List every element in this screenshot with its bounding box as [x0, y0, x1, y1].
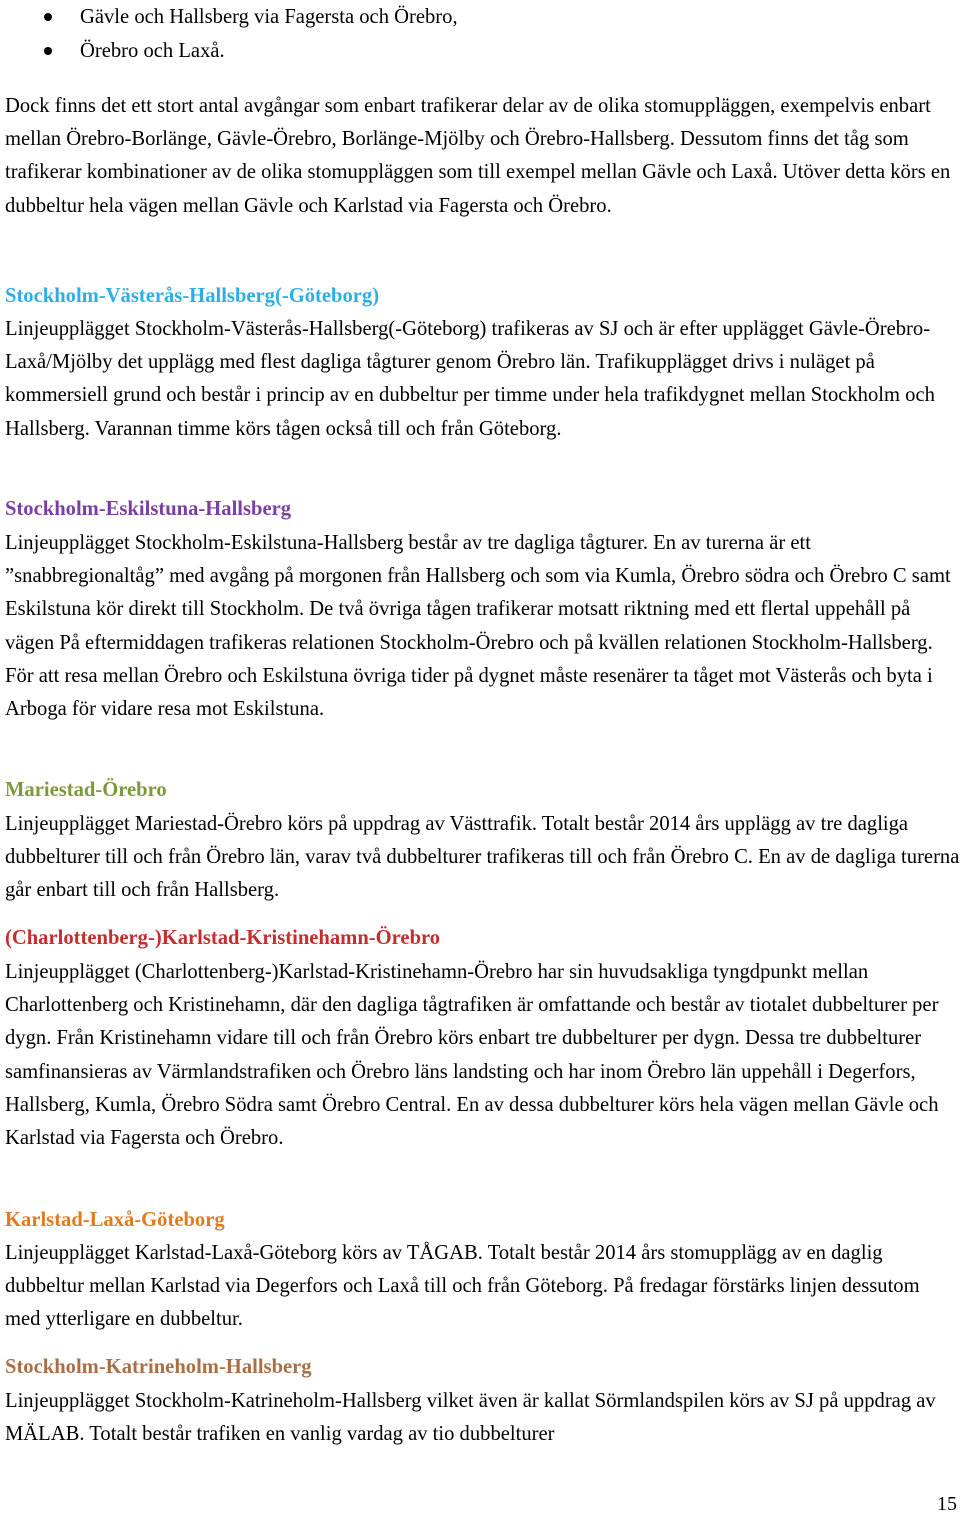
bullet-list — [0, 0, 960, 68]
section-body: Linjeupplägget Stockholm-Katrineholm-Hallsberg vilket även är kallat Sörmlandspilen körs av SJ på uppdrag av MÄLAB. Totalt består trafiken en vanlig vardag av tio dubbelturer — [5, 1390, 936, 1446]
section-heading: Mariestad-Örebro — [5, 779, 167, 801]
section-body: Linjeupplägget Stockholm-Västerås-Hallsberg(-Göteborg) trafikeras av SJ och är efter upplägget Gävle-Örebro-Laxå/Mjölby det upplägg med flest dagliga tågturer genom Örebro län. Trafikupplägget drivs i nuläget på kommersiell grund och består i princip av en dubbeltur per timme under hela trafikdygnet mellan Stockholm och Hallsberg. Varannan timme körs tågen också till och från Göteborg. — [5, 318, 935, 440]
intro-paragraph: Dock finns det ett stort antal avgångar som enbart trafikerar delar av de olika stomuppläggen, exempelvis enbart mellan Örebro-Borlänge, Gävle-Örebro, Borlänge-Mjölby och Örebro-Hallsberg. Dessutom finns det tåg som trafikerar kombinationer av de olika stomuppläggen som till exempel mellan Gävle och Laxå. Utöver detta körs en dubbeltur hela vägen mellan Gävle och Karlstad via Fagersta och Örebro. — [5, 95, 951, 217]
section-heading: Karlstad-Laxå-Göteborg — [5, 1209, 225, 1231]
section-heading: (Charlottenberg-)Karlstad-Kristinehamn-Örebro — [5, 927, 441, 949]
list-item-text: Gävle och Hallsberg via Fagersta och Örebro, — [80, 6, 458, 28]
section-heading: Stockholm-Katrineholm-Hallsberg — [5, 1356, 312, 1378]
section-body: Linjeupplägget Mariestad-Örebro körs på uppdrag av Västtrafik. Totalt består 2014 års upplägg av tre dagliga dubbelturer till och från Örebro län, varav två dubbelturer trafikeras till och från Örebro C. En av de dagliga turerna går enbart till och från Hallsberg. — [5, 813, 960, 902]
page-number: 15 — [937, 1493, 957, 1515]
section-body: Linjeupplägget Karlstad-Laxå-Göteborg körs av TÅGAB. Totalt består 2014 års stomupplägg av en daglig dubbeltur mellan Karlstad via Degerfors och Laxå till och från Göteborg. På fredagar förstärks linjen dessutom med ytterligare en dubbeltur. — [5, 1242, 920, 1331]
section-heading: Stockholm-Västerås-Hallsberg(-Göteborg) — [5, 285, 380, 307]
bullet-icon — [44, 47, 52, 55]
list-item — [0, 0, 960, 34]
section-body: Linjeupplägget (Charlottenberg-)Karlstad-Kristinehamn-Örebro har sin huvudsakliga tyngdpunkt mellan Charlottenberg och Kristinehamn, där den dagliga tågtrafiken är omfattande och består av tiotalet dubbelturer per dygn. Från Kristinehamn vidare till och från Örebro körs enbart tre dubbelturer per dygn. Dessa tre dubbelturer samfinansieras av Värmlandstrafiken och Örebro läns landsting och har inom Örebro län uppehåll i Degerfors, Hallsberg, Kumla, Örebro Södra samt Örebro Central. En av dessa dubbelturer körs hela vägen mellan Gävle och Karlstad via Fagersta och Örebro. — [5, 961, 939, 1150]
section-heading: Stockholm-Eskilstuna-Hallsberg — [5, 498, 292, 520]
bullet-icon — [44, 13, 52, 21]
section-body: Linjeupplägget Stockholm-Eskilstuna-Hallsberg består av tre dagliga tågturer. En av turerna är ett ”snabbregionaltåg” med avgång på morgonen från Hallsberg och som via Kumla, Örebro södra och Örebro C samt Eskilstuna kör direkt till Stockholm. De två övriga tågen trafikerar motsatt riktning med ett flertal uppehåll på vägen På eftermiddagen trafikeras relationen Stockholm-Örebro och på kvällen relationen Stockholm-Hallsberg. För att resa mellan Örebro och Eskilstuna övriga tider på dygnet måste resenärer ta tåget mot Västerås och byta i Arboga för vidare resa mot Eskilstuna. — [5, 532, 951, 721]
list-item — [0, 34, 960, 68]
list-item-text: Örebro och Laxå. — [80, 40, 225, 62]
